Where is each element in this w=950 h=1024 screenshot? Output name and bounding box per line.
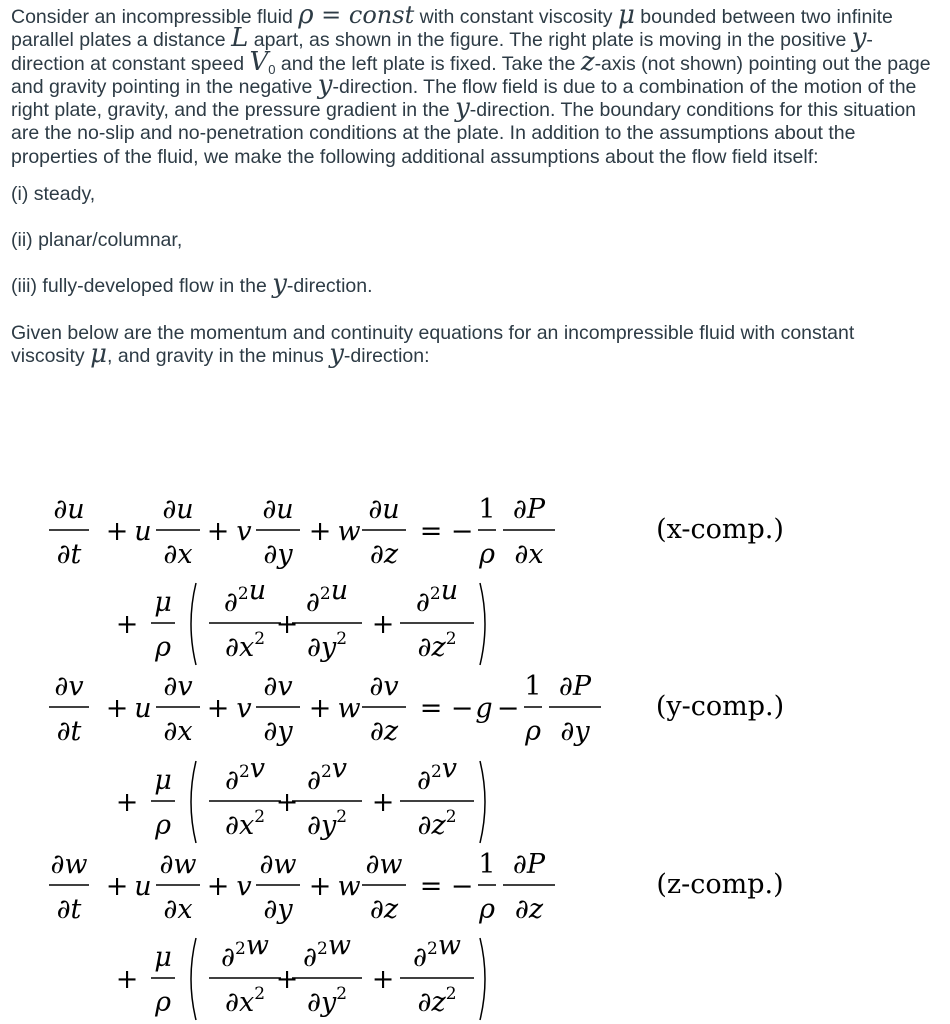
fraction-part: ∂w xyxy=(365,849,403,880)
fraction-part: ∂w xyxy=(259,849,297,880)
math-symbol: + xyxy=(308,871,332,902)
fraction-part: $\partial x^2$ xyxy=(224,984,266,1018)
equation-label: (z-comp.) xyxy=(656,869,784,900)
intro-paragraph: Consider an incompressible fluid ρ = const with constant viscosity μ bounded between two infinite parallel plates a distance L apart, as shown in the figure. The right plate is moving in the positive y-direction at constant speed $V_0$ and the left plate is fixed. Take the z-axis (not shown) pointing out the page and gravity pointing in the negative y-direction. The flow field is due to a combination of the motion of the right plate, gravity, and the pressure gradient in the y-direction. The boundary conditions for this situation are the no-slip and no-penetration conditions at the plate. In addition to the assumptions about the properties of the fluid, we make the following additional assumptions about the flow field itself: xyxy=(11,0,931,168)
fraction-part: ∂$^2$w xyxy=(413,930,461,973)
fraction-part: ∂w xyxy=(159,849,197,880)
fraction-part: μ xyxy=(154,587,172,618)
math-symbol: + xyxy=(115,609,139,640)
fraction-part: 1 xyxy=(478,494,496,525)
math-symbol: + xyxy=(308,516,332,547)
math-symbol: w xyxy=(337,693,361,724)
math-symbol: = xyxy=(419,871,443,902)
math-symbol: + xyxy=(275,964,299,995)
fraction-part: $\partial z^2$ xyxy=(417,807,457,841)
fraction-part: ∂P xyxy=(512,849,546,880)
fraction-part: ∂$^2$w xyxy=(303,930,351,973)
fraction-part: ∂$^2$w xyxy=(221,930,269,973)
math-symbol: u xyxy=(134,516,152,547)
fraction-part: ∂v xyxy=(54,671,84,702)
math-symbol: + xyxy=(115,964,139,995)
right-paren xyxy=(480,583,485,665)
math-symbol: v xyxy=(236,693,252,724)
fraction-part: ∂x xyxy=(514,539,544,570)
fraction-part: ∂u xyxy=(262,494,294,525)
fraction-part: ∂y xyxy=(263,716,293,747)
fraction-part: ∂$^2$u xyxy=(223,575,267,618)
math-symbol: w xyxy=(337,871,361,902)
given-paragraph: Given below are the momentum and continuity equations for an incompressible fluid with constant viscosity μ, and gravity in the minus y-direction: xyxy=(11,322,855,370)
fraction-part: ∂v xyxy=(369,671,399,702)
math-symbol: + xyxy=(275,787,299,818)
math-symbol: + xyxy=(371,787,395,818)
math-symbol: + xyxy=(115,787,139,818)
math-symbol: g xyxy=(475,693,493,724)
math-symbol: v xyxy=(236,516,252,547)
left-paren xyxy=(191,583,196,665)
math-symbol: + xyxy=(308,693,332,724)
fraction-part: ∂$^2$v xyxy=(306,753,348,796)
equation-label: (y-comp.) xyxy=(655,691,785,722)
fraction-part: ∂w xyxy=(50,849,88,880)
fraction-part: ∂z xyxy=(369,716,399,747)
right-paren xyxy=(480,761,485,843)
fraction-part: $\partial z^2$ xyxy=(417,984,457,1018)
fraction-part: $\partial y^2$ xyxy=(306,629,348,663)
fraction-part: ∂t xyxy=(56,716,82,747)
fraction-part: $\partial y^2$ xyxy=(306,984,348,1018)
navier-stokes-equations xyxy=(0,480,950,1024)
fraction-part: $\partial z^2$ xyxy=(417,629,457,663)
fraction-part: ρ xyxy=(525,716,541,747)
fraction-part: ∂$^2$u xyxy=(415,575,459,618)
math-symbol: − xyxy=(450,871,474,902)
fraction-part: ∂y xyxy=(263,894,293,925)
problem-text xyxy=(11,0,931,370)
fraction-part: 1 xyxy=(524,671,542,702)
math-symbol: v xyxy=(236,871,252,902)
math-symbol: + xyxy=(105,871,129,902)
fraction-part: ∂$^2$v xyxy=(224,753,266,796)
fraction-part: ∂y xyxy=(560,716,590,747)
fraction-part: ∂$^2$v xyxy=(416,753,458,796)
fraction-part: ∂t xyxy=(56,539,82,570)
left-paren xyxy=(191,761,196,843)
fraction-part: ∂z xyxy=(369,539,399,570)
math-symbol: = xyxy=(419,693,443,724)
math-symbol: + xyxy=(105,693,129,724)
fraction-part: ∂z xyxy=(514,894,544,925)
fraction-part: 1 xyxy=(478,849,496,880)
fraction-part: ∂v xyxy=(263,671,293,702)
fraction-part: ρ xyxy=(479,894,495,925)
assumption-planar: (ii) planar/columnar, xyxy=(11,229,183,252)
fraction-part: ∂u xyxy=(368,494,400,525)
equation-label: (x-comp.) xyxy=(656,514,784,545)
math-symbol: + xyxy=(206,516,230,547)
left-paren xyxy=(191,938,196,1020)
math-symbol: w xyxy=(337,516,361,547)
fraction-part: ∂x xyxy=(163,716,193,747)
math-symbol: + xyxy=(206,871,230,902)
fraction-part: μ xyxy=(154,942,172,973)
fraction-part: ∂v xyxy=(163,671,193,702)
fraction-part: ∂z xyxy=(369,894,399,925)
fraction-part: ρ xyxy=(155,810,171,841)
math-symbol: − xyxy=(496,693,520,724)
math-symbol: + xyxy=(206,693,230,724)
math-symbol: u xyxy=(134,871,152,902)
math-symbol: − xyxy=(450,693,474,724)
fraction-part: $\partial x^2$ xyxy=(224,807,266,841)
fraction-part: $\partial y^2$ xyxy=(306,807,348,841)
math-symbol: = xyxy=(419,516,443,547)
math-symbol: + xyxy=(105,516,129,547)
fraction-part: ∂$^2$u xyxy=(305,575,349,618)
fraction-part: ρ xyxy=(155,987,171,1018)
fraction-part: $\partial x^2$ xyxy=(224,629,266,663)
fraction-part: ∂u xyxy=(53,494,85,525)
fraction-part: ∂u xyxy=(162,494,194,525)
fraction-part: ∂x xyxy=(163,894,193,925)
math-symbol: + xyxy=(275,609,299,640)
fraction-part: ρ xyxy=(155,632,171,663)
math-symbol: u xyxy=(134,693,152,724)
assumption-fully-developed: (iii) fully-developed flow in the y-direction. xyxy=(11,269,373,300)
fraction-part: ρ xyxy=(479,539,495,570)
fraction-part: ∂t xyxy=(56,894,82,925)
assumption-steady: (i) steady, xyxy=(11,183,96,206)
fraction-part: ∂y xyxy=(263,539,293,570)
fraction-part: ∂P xyxy=(558,671,592,702)
right-paren xyxy=(480,938,485,1020)
math-symbol: − xyxy=(450,516,474,547)
math-symbol: + xyxy=(371,964,395,995)
fraction-part: ∂P xyxy=(512,494,546,525)
fraction-part: ∂x xyxy=(163,539,193,570)
math-symbol: + xyxy=(371,609,395,640)
fraction-part: μ xyxy=(154,765,172,796)
